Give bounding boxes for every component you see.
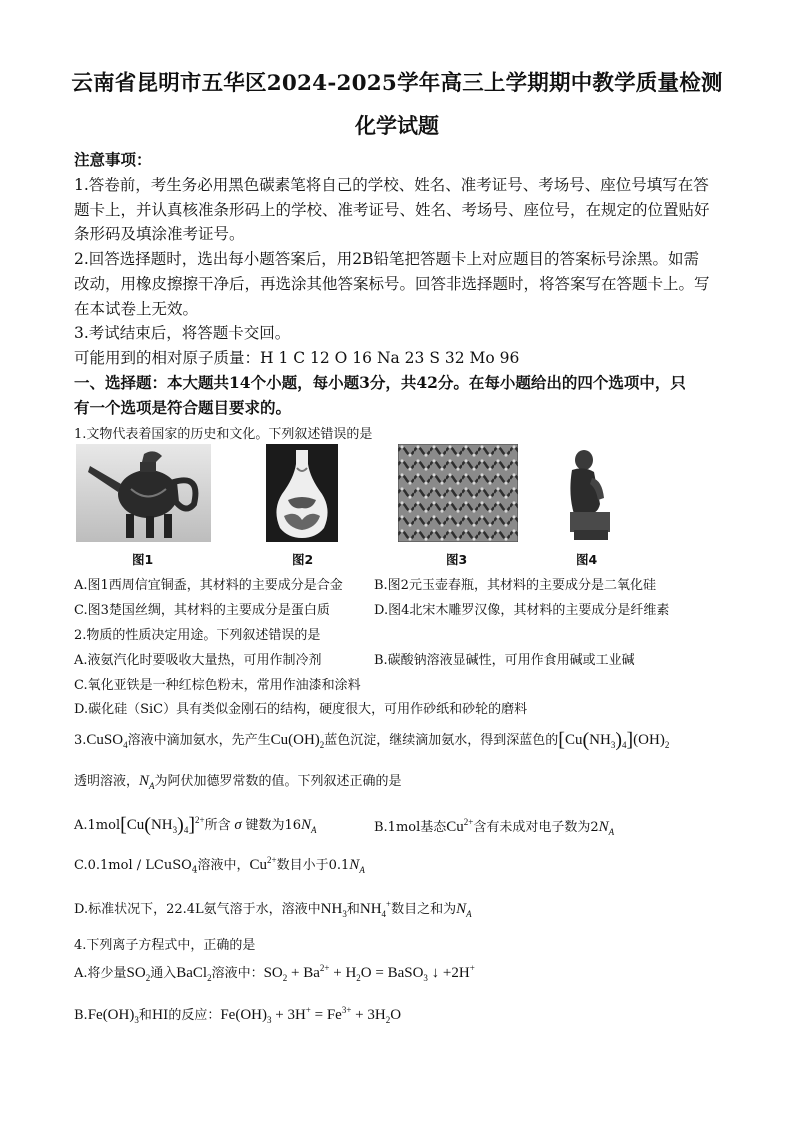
note-2-line-3: 在本试卷上无效。 — [74, 300, 199, 318]
note-1-line-3: 条形码及填涂准考证号。 — [74, 225, 245, 243]
q1-option-d: D.图4北宋木雕罗汉像，其材料的主要成分是纤维素 — [374, 603, 670, 618]
q3-b-text-2: 含有未成对电子数为2 — [473, 820, 599, 835]
formula-cuso4: CuSO$_4$ — [86, 732, 128, 750]
formula-cu-oh-2: $Cu(OH)_2$ — [270, 732, 325, 750]
note-1-line-1: 1.答卷前，考生务必用黑色碳素笔将自己的学校、姓名、准考证号、考场号、座位号填写在答 — [74, 176, 709, 194]
symbol-sigma: σ — [230, 817, 246, 833]
note-2-line-1: 2.回答选择题时，选出每小题答案后，用2B铅笔把答题卡上对应题目的答案标号涂黑。如需 — [74, 250, 700, 268]
q3-option-a — [74, 814, 374, 837]
q3-stem-line-2 — [74, 770, 724, 791]
formula-bacl2: BaCl$_2$ — [176, 965, 212, 983]
note-2-line-2: 改动，用橡皮擦擦干净后，再选涂其他答案标号。回答非选择题时，将答案写在答题卡上。写 — [74, 275, 710, 293]
formula-nh4-plus: $NH_4^+$ — [359, 899, 392, 919]
fig1-bronze-teapot-image — [76, 444, 211, 542]
q3-option-d — [74, 898, 724, 919]
formula-complex-ion: $[Cu(NH_3)_4]^{2+}$ — [120, 814, 205, 836]
equation-a: $SO_2 + Ba^{2+} + H_2O$ = BaSO$_3$ ↓ +2H+ — [263, 963, 475, 983]
note-3: 3.考试结束后，将答题卡交回。 — [74, 324, 291, 342]
fig2-porcelain-vase-image — [266, 444, 338, 542]
section-heading-line-2: 有一个选项是符合题目要求的。 — [74, 398, 292, 417]
q3-a-text-3: 键数为16 — [245, 818, 302, 833]
fig4-caption: 图4 — [576, 552, 598, 567]
equation-b: $Fe(OH)_3 + 3H^+ = Fe^{3+} + 3H_2O$ — [220, 1005, 402, 1025]
q3-d-text-2: 和 — [346, 902, 360, 917]
q1-option-a: A.图1西周信宜铜盉，其材料的主要成分是合金 — [74, 578, 343, 593]
q3-stem-line-1 — [74, 729, 724, 752]
q3-stem-text-1: 溶液中滴加氨水，先产生 — [127, 733, 271, 748]
q3-stem-text-2: 蓝色沉淀，继续滴加氨水，得到深蓝色的 — [324, 733, 559, 748]
q4-a-text-3: 溶液中： — [211, 966, 264, 981]
q3-option-c: C.0.1mol / LCuSO$_4$溶液中，$Cu^{2+}$数目小于$0.1N_A$ — [74, 855, 365, 876]
q3-number: 3. — [74, 733, 87, 748]
q3-c-text-1: C.0.1mol / LCuSO — [74, 858, 192, 873]
q4-a-text-1: A.将少量 — [74, 966, 127, 981]
exam-subtitle: 化学试题 — [355, 113, 439, 138]
q1-option-c: C.图3楚国丝绸，其材料的主要成分是蛋白质 — [74, 603, 330, 618]
q4-option-a — [74, 962, 724, 983]
q2-option-d: D.碳化硅（SiC）具有类似金刚石的结构，硬度很大，可用作砂纸和砂轮的磨料 — [74, 702, 528, 717]
q4-b-text-1: B. — [74, 1008, 88, 1023]
formula-so2: $SO_2$ — [126, 965, 151, 983]
q3-b-text-1: B.1mol基态 — [374, 820, 447, 835]
q1-figures — [74, 444, 724, 570]
q4-option-b — [74, 1004, 724, 1025]
q1-option-b: B.图2元玉壶春瓶，其材料的主要成分是二氧化硅 — [374, 578, 656, 593]
q1-stem: 1.文物代表着国家的历史和文化。下列叙述错误的是 — [74, 427, 373, 442]
atomic-mass-line: 可能用到的相对原子质量：H 1 C 12 O 16 Na 23 S 32 Mo 96 — [74, 349, 520, 367]
symbol-na: $N_A$ — [598, 819, 615, 837]
q3-a-text-1: A.1mol — [74, 818, 121, 833]
fig4-wooden-arhat-image — [558, 444, 618, 542]
q4-b-text-2: 和HI的反应： — [138, 1008, 221, 1023]
q4-a-text-2: 通入 — [150, 966, 177, 981]
notes-heading: 注意事项： — [74, 150, 152, 169]
q3-stem-text-4: 为阿伏加德罗常数的值。下列叙述正确的是 — [154, 774, 402, 789]
q2-option-c: C.氧化亚铁是一种红棕色粉末，常用作油漆和涂料 — [74, 678, 361, 693]
note-1-line-2: 题卡上，并认真核准条形码上的学校、准考证号、姓名、考场号、座位号，在规定的位置贴好 — [74, 201, 710, 219]
section-heading-line-1: 一、选择题：本大题共14个小题，每小题3分，共42分。在每小题给出的四个选项中，只 — [74, 373, 686, 392]
q2-stem: 2.物质的性质决定用途。下列叙述错误的是 — [74, 628, 321, 643]
q3-d-text-3: 数目之和为 — [391, 902, 457, 917]
q3-option-b — [374, 816, 614, 837]
formula-complex-hydroxide: $[Cu(NH_3)_4](OH)_2$ — [558, 729, 670, 751]
fig3-caption: 图3 — [446, 552, 468, 567]
exam-title: 云南省昆明市五华区2024-2025学年高三上学期期中教学质量检测 — [71, 71, 723, 96]
symbol-na: $N_A$ — [301, 817, 317, 835]
q3-a-text-2: 所含 — [204, 818, 231, 833]
formula-fe-oh-3: $Fe(OH)_3$ — [87, 1007, 139, 1025]
symbol-na: $N_A$ — [139, 773, 155, 791]
symbol-na: $N_A$ — [456, 901, 472, 919]
fig2-caption: 图2 — [292, 552, 314, 567]
formula-nh3: $NH_3$ — [320, 901, 347, 919]
q3-c-text-2: 溶液中， — [197, 858, 250, 873]
fig3-silk-fabric-image — [398, 444, 518, 542]
q2-option-b: B.碳酸钠溶液显碱性，可用作食用碱或工业碱 — [374, 653, 635, 668]
symbol-na: $N_A$ — [349, 857, 365, 875]
formula-cu2-plus: $Cu^{2+}$ — [446, 817, 474, 835]
q4-stem: 4.下列离子方程式中，正确的是 — [74, 938, 256, 953]
q3-c-text-3: 数目小于0.1 — [276, 858, 350, 873]
fig1-caption: 图1 — [132, 552, 154, 567]
q3-stem-text-3: 透明溶液， — [74, 774, 140, 789]
q3-d-text-1: D.标准状况下，22.4L氨气溶于水，溶液中 — [74, 902, 321, 917]
formula-cu2-plus: $Cu^{2+}$ — [249, 855, 277, 873]
q2-option-a: A.液氨汽化时要吸收大量热，可用作制冷剂 — [74, 653, 322, 668]
